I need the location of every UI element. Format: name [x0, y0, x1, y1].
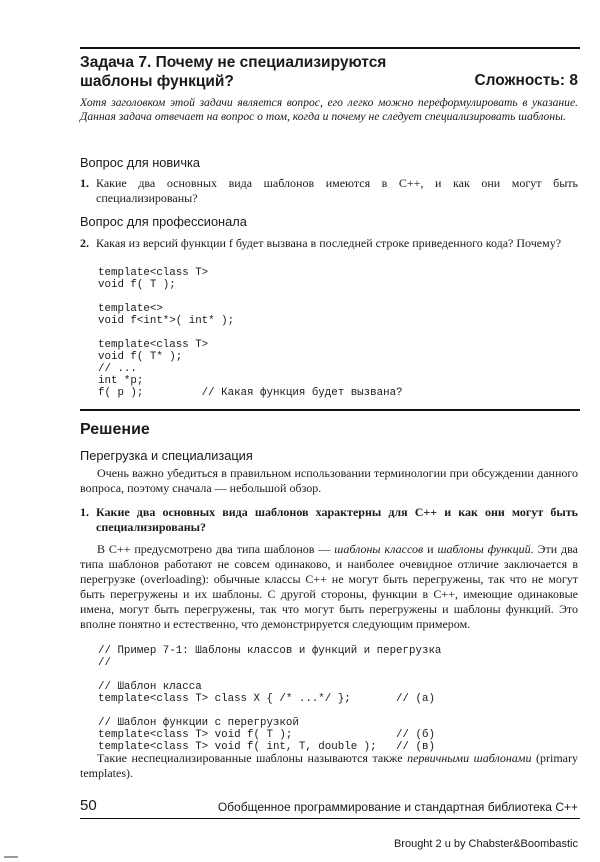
solution-paragraph-1: В C++ предусмотрено два типа шаблонов — шаблоны классов и шаблоны функций. Эти два типа шаблонов работают не совсем одинаково, и наиболее очевидное отличие заключается в перегрузке (overloading): обычные классы C++ не могут быть перегружены, так что не могут быть перегружены и их шаблоны. С другой стороны, функции в C++, имеющие одинаковые имена, могут быть перегружены, так что могут быть перегружены и шаблоны функций. Это вполне понятно и естественно, что демонстрируется следующим примером.	[80, 542, 578, 631]
page-number: 50	[80, 797, 97, 814]
solution-heading: Решение	[80, 421, 150, 438]
scan-mark	[4, 856, 18, 858]
novice-question: 1. Какие два основных вида шаблонов имеются в C++, и как они могут быть специализированы?	[80, 176, 578, 205]
solution-code-block: // Пример 7-1: Шаблоны классов и функций и перегрузка // // Шаблон класса template<class T> class X { /* ...*/ }; // (а) // Шаблон функции с перегрузкой template<class T> void f( T ); // (б) template<class T> void f( int, T, double ); // (в)	[98, 645, 442, 753]
top-rule	[80, 47, 580, 49]
novice-heading: Вопрос для новичка	[80, 155, 200, 170]
solution-intro: Очень важно убедиться в правильном использовании терминологии при обсуждении данного вопроса, поэтому сначала — небольшой обзор.	[80, 466, 578, 495]
footer-rule	[80, 818, 580, 819]
section-rule	[80, 409, 580, 411]
pro-heading: Вопрос для профессионала	[80, 214, 247, 229]
solution-paragraph-2: Такие неспециализированные шаблоны называются также первичными шаблонами (primary templates).	[80, 751, 579, 780]
pro-question: 2. Какая из версий функции f будет вызвана в последней строке приведенного кода? Почему?	[80, 236, 562, 250]
running-footer: Обобщенное программирование и стандартная библиотека C++	[217, 800, 578, 814]
task-title: Задача 7. Почему не специализируются шаблоны функций?	[80, 54, 387, 90]
credit-line: Brought 2 u by Chabster&Boombastic	[393, 838, 578, 850]
complexity-label: Сложность: 8	[474, 72, 578, 89]
solution-subheading: Перегрузка и специализация	[80, 448, 253, 463]
solution-question: 1. Какие два основных вида шаблонов характерны для C++ и как они могут быть специализированы?	[80, 505, 578, 534]
pro-code-block: template<class T> void f( T ); template<> void f<int*>( int* ); template<class T> void f( T* ); // ... int *p; f( p ); // Какая функция будет вызвана?	[98, 267, 403, 399]
task-intro: Хотя заголовком этой задачи является вопрос, его легко можно переформулировать в указание. Данная задача отвечает на вопрос о том, когда и почему не следует специализировать шаблоны.	[80, 96, 578, 123]
